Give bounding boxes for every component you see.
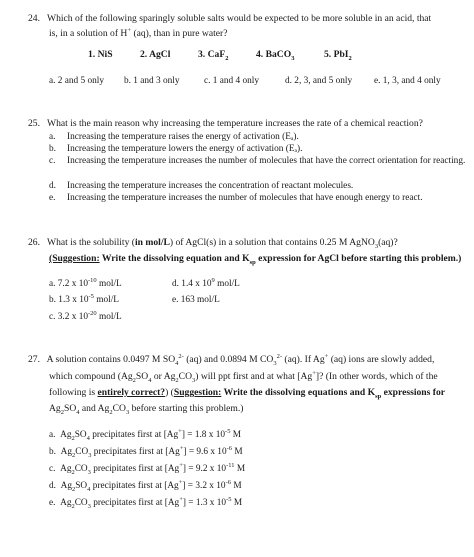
- q24-choice-d[interactable]: d. 2, 3, and 5 only: [285, 76, 353, 86]
- q26-option-e[interactable]: e. 163 mol/L: [172, 295, 220, 305]
- q26-suggestion: (Suggestion: Write the dissolving equation and $K_{sp}$ expression for AgCl before starting this problem.): [49, 253, 462, 266]
- q27-option-b[interactable]: b. $Ag_2CO_3$ precipitates first at [Ag+] = 9.6 x $10^{-6}$ M: [49, 444, 243, 459]
- q24-choice-b[interactable]: b. 1 and 3 only: [124, 76, 180, 86]
- q24-choice-c[interactable]: c. 1 and 4 only: [204, 76, 259, 86]
- q24-choice-e[interactable]: e. 1, 3, and 4 only: [374, 76, 441, 86]
- q26-number: 26.: [28, 237, 40, 248]
- q25-question: [28, 117, 458, 131]
- q27-option-a[interactable]: a. $Ag_2SO_4$ precipitates first at [Ag+] = 1.8 x $10^{-5}$ M: [49, 427, 242, 442]
- q27-option-e[interactable]: e. $Ag_2CO_3$ precipitates first at [Ag+] = 1.3 x $10^{-5}$ M: [49, 495, 243, 510]
- q24-choice-a[interactable]: a. 2 and 5 only: [49, 76, 104, 86]
- q27-line3: following is entirely correct?) (Suggestion: Write the dissolving equations and $K_{sp}$ expressions for: [49, 387, 445, 400]
- q27-line2: which compound ($Ag_2SO_4$ or $Ag_2CO_3$) will ppt first and at what [Ag+]? (In other words, which of the: [49, 369, 438, 384]
- q24-line1: [28, 12, 458, 26]
- q25-number: 25.: [28, 118, 40, 129]
- q24-salt-3: 3. CaF$_2$: [198, 49, 229, 62]
- q27-number: 27.: [28, 354, 40, 365]
- q24-number: 24.: [28, 13, 40, 24]
- q27-option-d[interactable]: d. $Ag_2SO_4$ precipitates first at [Ag+] = 3.2 x $10^{-6}$ M: [49, 478, 242, 493]
- q24-salt-5: 5. PbI$_2$: [324, 49, 352, 62]
- q26-option-b[interactable]: b. 1.3 x $10^{-5}$ mol/L: [49, 292, 119, 305]
- worksheet-page: 24. Which of the following sparingly soluble salts would be expected to be more soluble in an acid, that is, in a solution of H+ (aq), than in pure water? 1. NiS 2. AgCl 3. CaF$_2$ 4. BaCO$_3$ 5. PbI$_2$ a. 2 and 5 only b. 1 and 3 only c. 1 and 4 only d. 2, 3, and 5 only e. 1, 3, and 4 only 25. What is the main reason why increasing the temperature increases the rate of a chemical reaction? a. Increasing the temperature raises the energy of activation (Eₐ). b. Increasing the temperature lowers the energy of activation (Eₐ). c. Increasing the temperature increases the number of molecules that have the correct orientation for reacting. d. Increasing the temperature increases the concentration of reactant molecules. e. Increasing the temperature increases the number of molecules that have enough energy to react. 26. What is the solubility (in mol/L) of AgCl(s) in a solution that contains 0.25 M AgNO$_3$(aq)? (Suggestion: Write the dissolving equation and $K_{sp}$ expression for AgCl before starting this problem.) a. 7.2 x $10^{-10}$ mol/L b. 1.3 x $10^{-5}$ mol/L c. 3.2 x $10^{-20}$ mol/L d. 1.4 x $10^9$ mol/L e. 163 mol/L 27. A solution contains 0.0497 M $SO_4^{2-}$ (aq) and 0.0894 M $CO_3^{2-}$ (aq). If Ag+ (aq) ions are slowly added, which compound ($Ag_2SO_4$ or $Ag_2CO_3$) will ppt first and at what [Ag+]? (In other words, which of the following is entirely correct?) (Suggestion: Write the dissolving equations and $K_{sp}$ expressions for $Ag_2SO_4$ and $Ag_2CO_3$ before starting this problem.) a. $Ag_2SO_4$ precipitates first at [Ag+] = 1.8 x $10^{-5}$ M b. $Ag_2CO_3$ precipitates first at [Ag+] = 9.6 x $10^{-6}$ M c. $Ag_2CO_3$ precipitates first at [Ag+] = 9.2 x $10^{-11}$ M d. $Ag_2SO_4$ precipitates first at [Ag+] = 3.2 x $10^{-6}$ M e. $Ag_2CO_3$ precipitates first at [Ag+] = 1.3 x $10^{-5}$ M: [0, 0, 474, 557]
- q24-salt-2: 2. AgCl: [140, 49, 171, 60]
- q24-line2: is, in a solution of H+ (aq), than in pure water?: [49, 26, 228, 39]
- q27-line1: 27. A solution contains 0.0497 M $SO_4^{2-}$ (aq) and 0.0894 M $CO_3^{2-}$ (aq). If Ag+ (aq) ions are slowly added,: [28, 352, 435, 367]
- q26-option-c[interactable]: c. 3.2 x $10^{-20}$ mol/L: [49, 309, 122, 322]
- q24-salt-1: 1. NiS: [88, 49, 113, 60]
- q26-option-d[interactable]: d. 1.4 x $10^9$ mol/L: [172, 276, 240, 289]
- q27-option-c[interactable]: c. $Ag_2CO_3$ precipitates first at [Ag+] = 9.2 x $10^{-11}$ M: [49, 461, 246, 476]
- q24-text-line1: Which of the following sparingly soluble salts would be expected to be more soluble in an acid, that: [47, 13, 432, 24]
- q25-text: What is the main reason why increasing the temperature increases the rate of a chemical reaction?: [47, 118, 423, 129]
- q26-option-a[interactable]: a. 7.2 x $10^{-10}$ mol/L: [49, 276, 122, 289]
- q27-line4: $Ag_2SO_4$ and $Ag_2CO_3$ before starting this problem.): [49, 403, 244, 416]
- q26-question: 26. What is the solubility (in mol/L) of AgCl(s) in a solution that contains 0.25 M AgNO$_3$(aq)?: [28, 237, 398, 250]
- q24-salt-4: 4. BaCO$_3$: [256, 49, 295, 62]
